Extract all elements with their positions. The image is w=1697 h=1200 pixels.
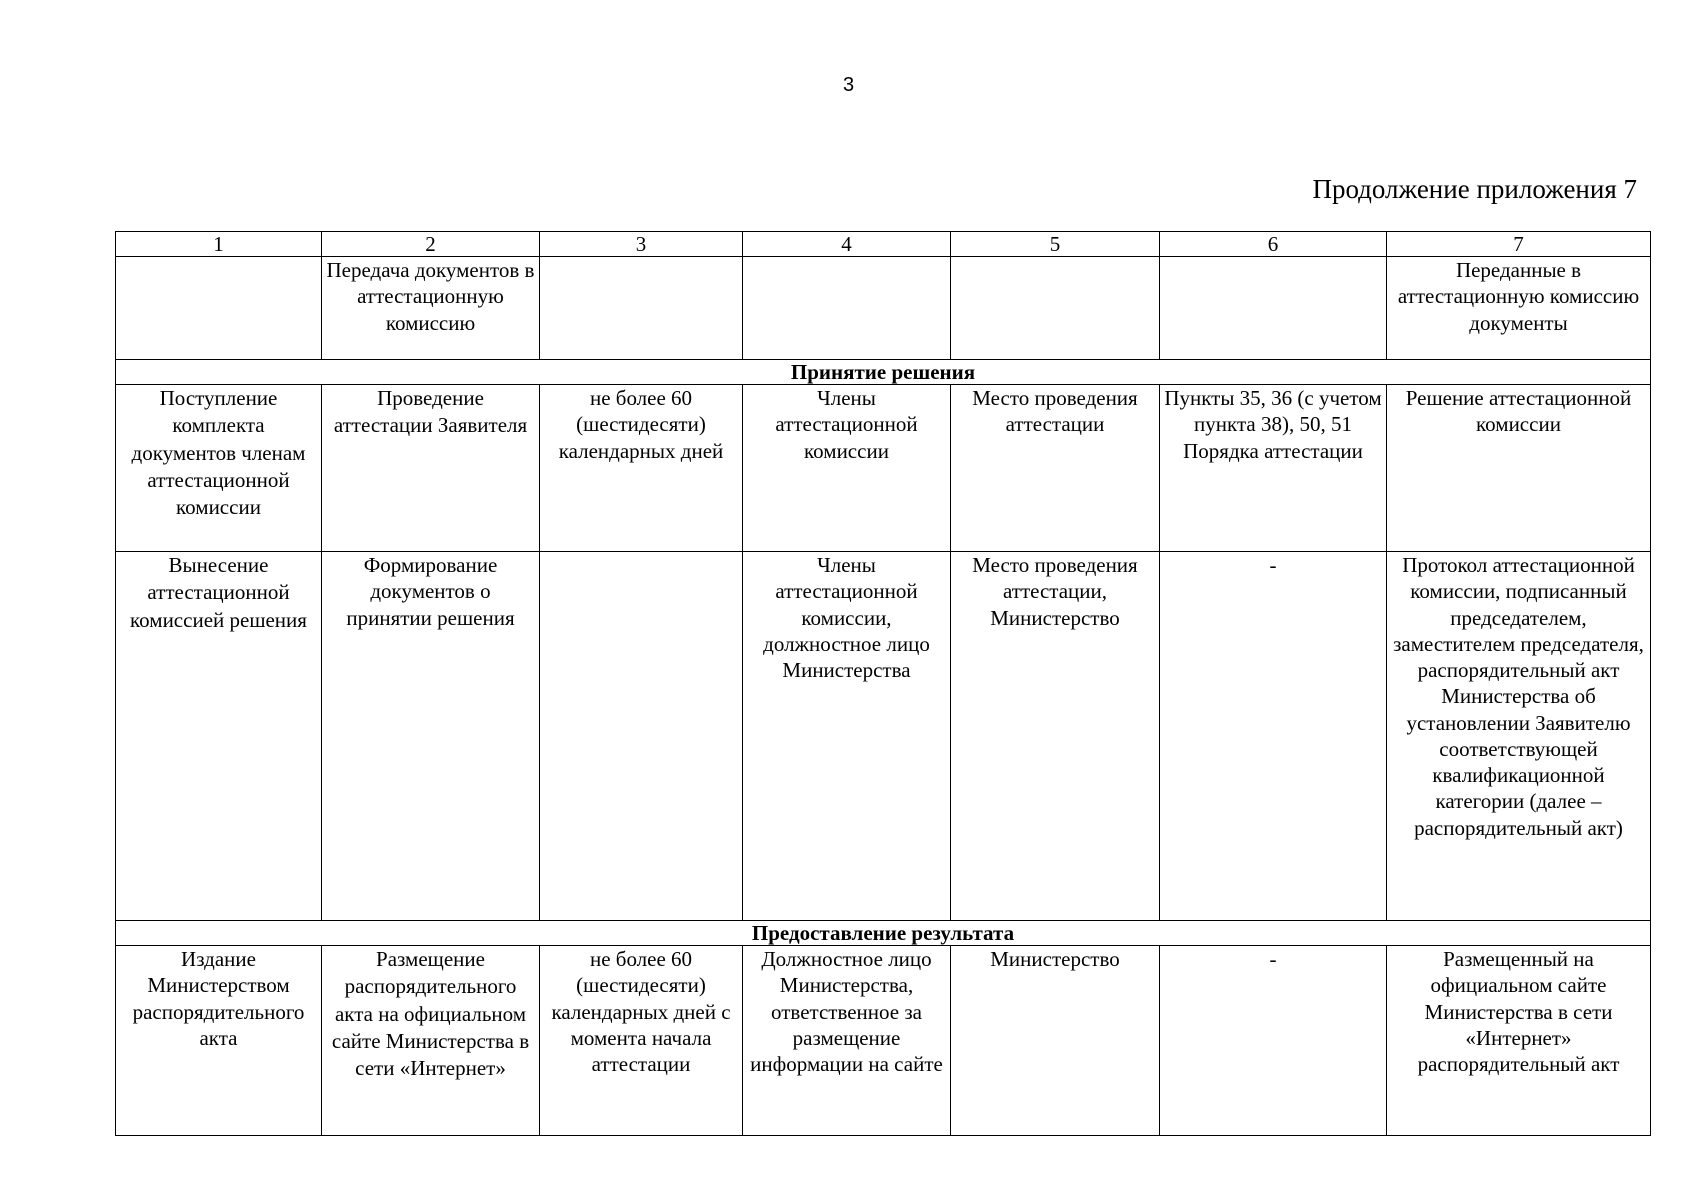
appendix-title: Продолжение приложения 7 <box>1312 174 1637 204</box>
table-cell <box>540 552 743 921</box>
table-cell: Издание Министерством распорядительного акта <box>116 946 322 1136</box>
table-cell <box>951 257 1160 360</box>
column-header: 7 <box>1387 232 1651 257</box>
table-cell: Поступление комплекта документов членам аттестационной комиссии <box>116 385 322 552</box>
column-header: 5 <box>951 232 1160 257</box>
table-cell: Проведение аттестации Заявителя <box>322 385 540 552</box>
table-row <box>116 257 1651 360</box>
table-cell <box>116 257 322 360</box>
section-title: Предоставление результата <box>116 921 1651 946</box>
table-cell: Пункты 35, 36 (с учетом пункта 38), 50, 51 Порядка аттестации <box>1160 385 1387 552</box>
column-header: 6 <box>1160 232 1387 257</box>
table-cell: Формирование документов о принятии решения <box>322 552 540 921</box>
table-row <box>116 385 1651 552</box>
table-cell: Переданные в аттестационную комиссию документы <box>1387 257 1651 360</box>
table-cell <box>743 257 951 360</box>
table-cell: - <box>1160 946 1387 1136</box>
column-number-row <box>116 232 1651 257</box>
table-cell: Члены аттестационной комиссии <box>743 385 951 552</box>
table-cell: Место проведения аттестации, Министерство <box>951 552 1160 921</box>
table-cell: Вынесение аттестационной комиссией решения <box>116 552 322 921</box>
table-cell: Должностное лицо Министерства, ответственное за размещение информации на сайте <box>743 946 951 1136</box>
section-header-row <box>116 921 1651 946</box>
procedure-table <box>115 231 1651 1136</box>
table-cell: - <box>1160 552 1387 921</box>
table-cell: Члены аттестационной комиссии, должностное лицо Министерства <box>743 552 951 921</box>
table-cell <box>540 257 743 360</box>
table-row <box>116 946 1651 1136</box>
section-header-row <box>116 360 1651 385</box>
column-header: 1 <box>116 232 322 257</box>
table-cell: Размещенный на официальном сайте Министерства в сети «Интернет» распорядительный акт <box>1387 946 1651 1136</box>
table-cell: Протокол аттестационной комиссии, подписанный председателем, заместителем председателя, распорядительный акт Министерства об установлении Заявителю соответствующей квалификационной категории (далее – распорядительный акт) <box>1387 552 1651 921</box>
page-number: 3 <box>842 74 855 96</box>
table-cell: не более 60 (шестидесяти) календарных дней <box>540 385 743 552</box>
table-cell: Размещение распорядительного акта на официальном сайте Министерства в сети «Интернет» <box>322 946 540 1136</box>
table-cell: не более 60 (шестидесяти) календарных дней с момента начала аттестации <box>540 946 743 1136</box>
table-cell: Передача документов в аттестационную комиссию <box>322 257 540 360</box>
table-cell: Министерство <box>951 946 1160 1136</box>
section-title: Принятие решения <box>116 360 1651 385</box>
table-cell: Решение аттестационной комиссии <box>1387 385 1651 552</box>
table-cell <box>1160 257 1387 360</box>
table-cell: Место проведения аттестации <box>951 385 1160 552</box>
column-header: 3 <box>540 232 743 257</box>
column-header: 4 <box>743 232 951 257</box>
column-header: 2 <box>322 232 540 257</box>
table-row <box>116 552 1651 921</box>
